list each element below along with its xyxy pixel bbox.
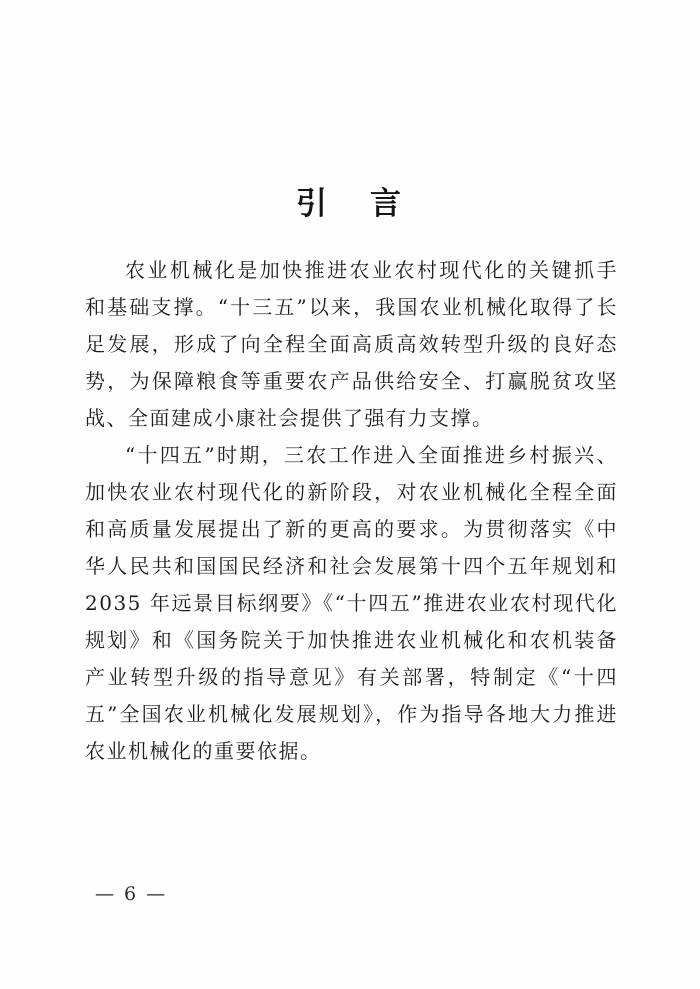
paragraph-2: “十四五”时期，三农工作进入全面推进乡村振兴、加快农业农村现代化的新阶段，对农业机械化全程全面和高质量发展提出了新的更高的要求。为贯彻落实《中华人民共和国国民经济和社会发展第十四个五年规划和 2035 年远景目标纲要》《“十四五”推进农业农村现代化规划》和《国务院关于加快推进农业机械化和农机装备产业转型升级的指导意见》有关部署，特制定《“十四五”全国农业机械化发展规划》，作为指导各地大力推进农业机械化的重要依据。 — [85, 443, 618, 763]
page-number: — 6 — — [95, 883, 168, 905]
body-text-block — [85, 252, 618, 770]
page-title: 引 言 — [296, 186, 407, 222]
paragraph-1: 农业机械化是加快推进农业农村现代化的关键抓手和基础支撑。“十三五”以来，我国农业机械化取得了长足发展，形成了向全程全面高质高效转型升级的良好态势，为保障粮食等重要农产品供给安全、打赢脱贫攻坚战、全面建成小康社会提供了强有力支撑。 — [85, 258, 618, 430]
